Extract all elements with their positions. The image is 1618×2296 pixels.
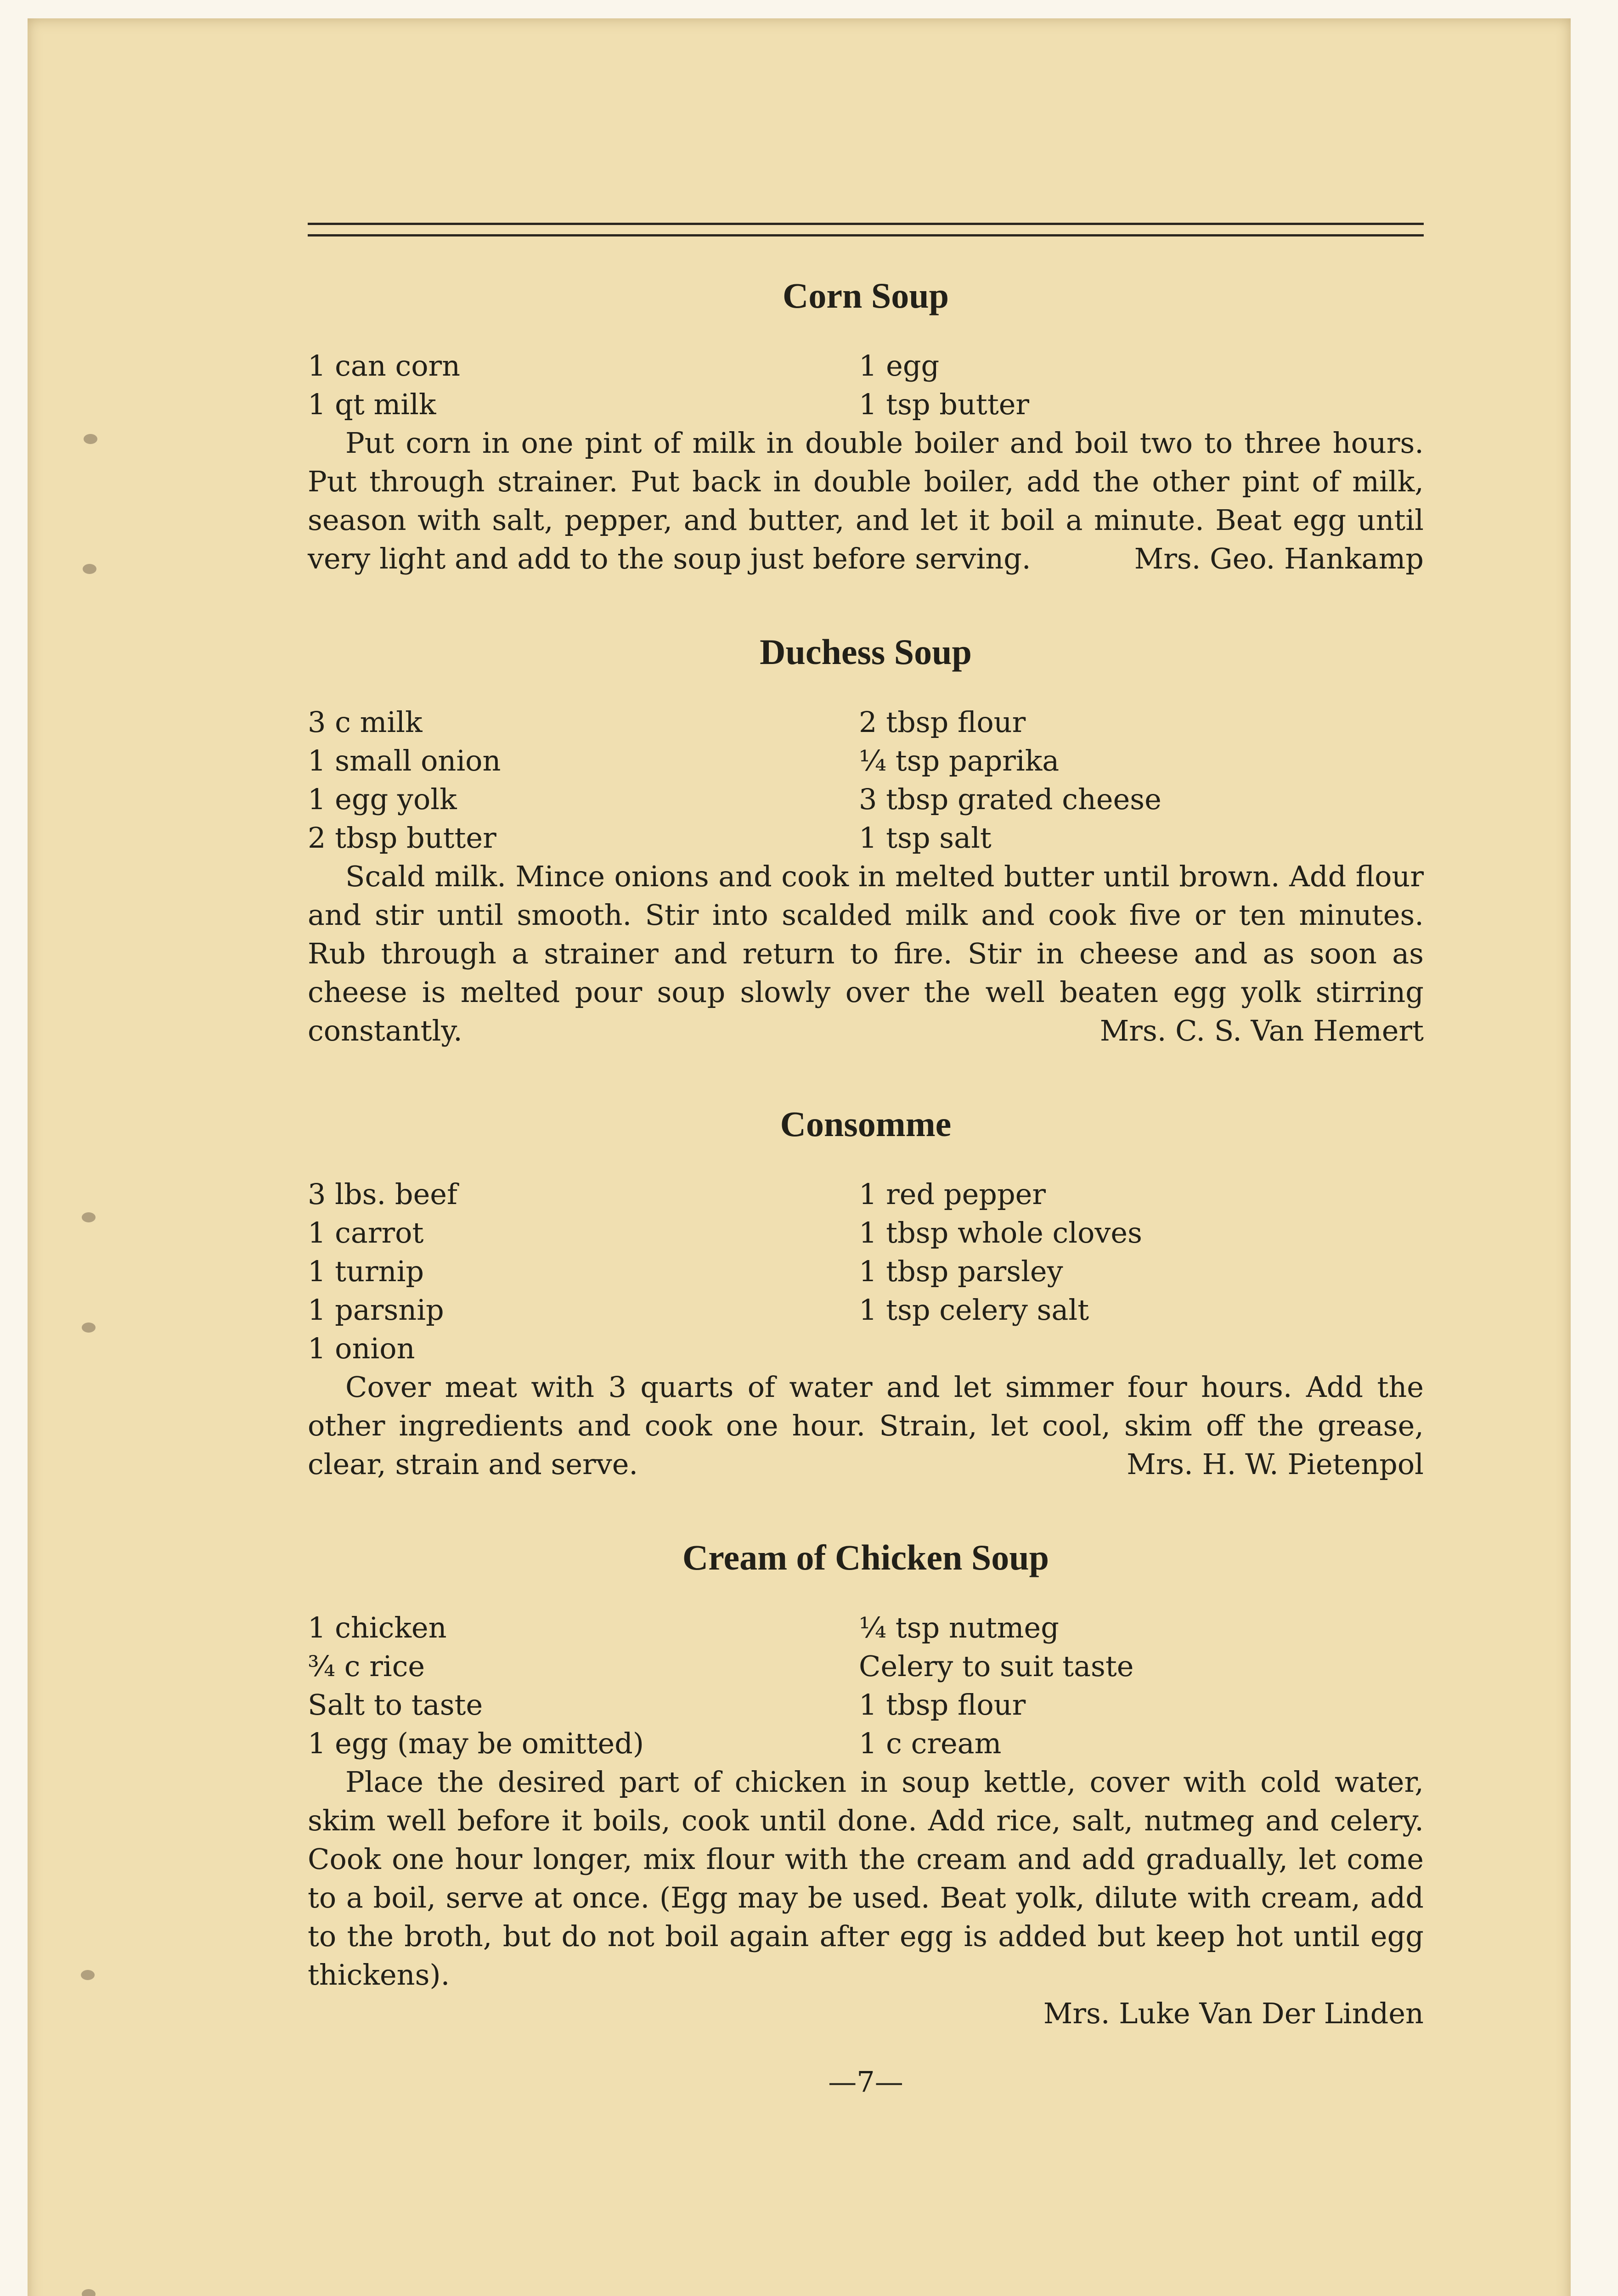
ingredient-row bbox=[308, 780, 1424, 819]
recipe-author: Mrs. Luke Van Der Linden bbox=[1043, 1997, 1424, 2030]
ingredient-row bbox=[308, 1647, 1424, 1686]
recipe-directions bbox=[308, 424, 1424, 578]
ingredient-row bbox=[308, 1609, 1424, 1647]
binding-hole bbox=[82, 2289, 96, 2296]
ingredient: 1 turnip bbox=[308, 1255, 424, 1288]
header-rule bbox=[308, 223, 1424, 236]
ingredient: 1 red pepper bbox=[859, 1177, 1046, 1211]
ingredient: 3 lbs. beef bbox=[308, 1177, 457, 1211]
ingredient: 1 carrot bbox=[308, 1216, 424, 1249]
ingredient: 2 tbsp flour bbox=[859, 705, 1026, 739]
ingredient: 1 parsnip bbox=[308, 1293, 444, 1327]
recipe-author: Mrs. H. W. Pietenpol bbox=[1127, 1447, 1424, 1481]
recipe-title: Consomme bbox=[780, 1104, 952, 1144]
ingredient-row bbox=[308, 1291, 1424, 1329]
ingredient-row bbox=[308, 1686, 1424, 1724]
ingredient-row bbox=[308, 703, 1424, 742]
ingredient: 1 chicken bbox=[308, 1611, 447, 1644]
recipe-author: Mrs. C. S. Van Hemert bbox=[1099, 1014, 1424, 1047]
ingredient: 3 c milk bbox=[308, 705, 423, 739]
ingredient: 1 tsp celery salt bbox=[859, 1293, 1089, 1327]
directions-text: Cover meat with 3 quarts of water and let simmer four hours. Add the other ingredients and cook one hour. Strain, let cool, skim off the grease, clear, strain and serve. bbox=[308, 1370, 1424, 1481]
ingredient: 3 tbsp grated cheese bbox=[859, 782, 1161, 816]
ingredient-row bbox=[308, 1175, 1424, 1214]
ingredient: 1 c cream bbox=[859, 1727, 1002, 1760]
ingredient: 1 egg (may be omitted) bbox=[308, 1727, 644, 1760]
ingredient-row bbox=[308, 385, 1424, 424]
recipe-directions bbox=[308, 857, 1424, 1050]
recipe-title: Cream of Chicken Soup bbox=[682, 1537, 1049, 1577]
ingredient-row bbox=[308, 742, 1424, 780]
ingredient-row bbox=[308, 1724, 1424, 1763]
recipe-author: Mrs. Geo. Hankamp bbox=[1134, 542, 1424, 575]
binding-hole bbox=[82, 1212, 96, 1222]
ingredient: ¾ c rice bbox=[308, 1649, 425, 1683]
ingredient: ¼ tsp paprika bbox=[859, 744, 1060, 777]
recipe-directions bbox=[308, 1368, 1424, 1484]
ingredient: ¼ tsp nutmeg bbox=[859, 1611, 1059, 1644]
recipe-consomme bbox=[308, 1106, 1424, 1484]
ingredient: Celery to suit taste bbox=[859, 1649, 1134, 1683]
page-number: —7— bbox=[828, 2065, 903, 2099]
ingredient: Salt to taste bbox=[308, 1688, 483, 1722]
binding-hole bbox=[83, 564, 96, 574]
ingredient-row bbox=[308, 1329, 1424, 1368]
ingredient: 1 egg yolk bbox=[308, 782, 457, 816]
recipe-corn-soup bbox=[308, 278, 1424, 578]
ingredient: 1 tsp butter bbox=[859, 388, 1030, 421]
ingredient: 1 tbsp parsley bbox=[859, 1255, 1063, 1288]
directions-text: Place the desired part of chicken in soup kettle, cover with cold water, skim well before it boils, cook until done. Add rice, salt, nutmeg and celery. Cook one hour longer, mix flour with the cream and add gradually, let come to a boil, serve at once. (Egg may be used. Beat yolk, dilute with cream, add to the broth, but do not boil again after egg is added but keep hot until egg thickens). bbox=[308, 1765, 1424, 1992]
ingredient-row bbox=[308, 1252, 1424, 1291]
ingredient-row bbox=[308, 1214, 1424, 1252]
binding-hole bbox=[84, 434, 97, 444]
page-content bbox=[308, 223, 1424, 2099]
ingredient: 1 small onion bbox=[308, 744, 501, 777]
ingredient: 1 tsp salt bbox=[859, 821, 992, 855]
ingredient: 1 onion bbox=[308, 1332, 415, 1365]
recipe-duchess-soup bbox=[308, 634, 1424, 1050]
recipe-directions bbox=[308, 1763, 1424, 1994]
directions-text: Scald milk. Mince onions and cook in melted butter until brown. Add flour and stir until smooth. Stir into scalded milk and cook five or ten minutes. Rub through a strainer and return to fire. Stir in cheese and as soon as cheese is melted pour soup slowly over the well beaten egg yolk stirring constantly. bbox=[308, 860, 1424, 1047]
recipe-title: Corn Soup bbox=[783, 276, 949, 315]
ingredient: 1 qt milk bbox=[308, 388, 436, 421]
recipe-cream-of-chicken-soup bbox=[308, 1537, 1424, 2033]
binding-hole bbox=[81, 1970, 95, 1980]
ingredient: 2 tbsp butter bbox=[308, 821, 496, 855]
ingredient bbox=[859, 1329, 1424, 1368]
ingredient: 1 tbsp flour bbox=[859, 1688, 1026, 1722]
binding-hole bbox=[82, 1322, 96, 1333]
ingredient-row bbox=[308, 347, 1424, 385]
ingredient: 1 egg bbox=[859, 349, 940, 383]
directions-text: Put corn in one pint of milk in double boiler and boil two to three hours. Put through strainer. Put back in double boiler, add the other pint of milk, season with salt, pepper, and butter, and let it boil a minute. Beat egg until very light and add to the soup just before serving. bbox=[308, 426, 1424, 575]
recipe-title: Duchess Soup bbox=[760, 632, 972, 672]
ingredient: 1 tbsp whole cloves bbox=[859, 1216, 1142, 1249]
ingredient-row bbox=[308, 819, 1424, 857]
ingredient: 1 can corn bbox=[308, 349, 461, 383]
book-page bbox=[28, 18, 1571, 2296]
